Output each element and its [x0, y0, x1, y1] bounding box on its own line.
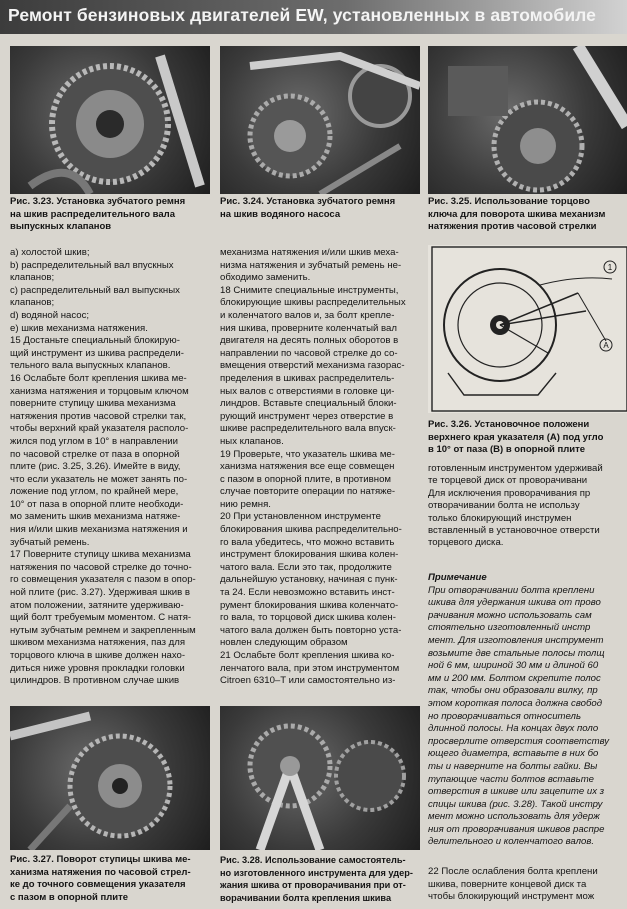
note-block: Примечание При отворачивании болта креплени шкива для удержания шкива от прово рачивания можно использовать сам стоятельно изготовленный инстр мент. Для изготовления инструмент возьмите две стальные полосы толщ ной 6 мм, шириной 30 мм и длиной 60 мм и 200 мм. Болтом скрепите полос так, чтобы они образовали вилку, пр этом короткая полоса должна свобод но проворачиваться относитель длинной полосы. На концах двух поло просверлите отверстия соответству ющего диаметра, вставьте в них бо ты и наверните на болты гайки. Вы тупающие части болтов вставьте отверстия в шкиве или зацепите их з спицы шкива (рис. 3.28). Такой инстру мент можно использовать для удерж ния от проворачивания шкивов распре делительного и коленчатого валов. [428, 572, 627, 849]
socket-wrench-photo [428, 46, 627, 194]
photo-fig-3-25 [428, 46, 627, 194]
caption-fig-3-28: Рис. 3.28. Использование самостоятель- но изготовленного инструмента для удер- жания шкива от проворачивания при от- ворачивании болта крепления шкива [220, 855, 413, 903]
water-pump-photo [220, 46, 420, 194]
tensioner-diagram [428, 245, 627, 413]
text-column-3-top: готовленным инструментом удерживай те торцевой диск от проворачивани Для исключения проворачивания пр отворачивании болта не использу только блокирующий инструмен вставленный в установочное отверсти торцевого диска. [428, 463, 603, 549]
photo-fig-3-23 [10, 46, 210, 194]
text-column-2: механизма натяжения и/или шкив меха- низма натяжения и зубчатый ремень не- обходимо заменить. 18 Снимите специальные инструменты, блокирующие шкивы распределительных и коленчатого валов и, за болт крепле- ния шкива, проверните коленчатый вал двигателя на десять полных оборотов в направлении по часовой стрелке до со- вмещения отверстий механизма газорас- пределения в шкивах распределитель- ных валов с отверстиями в головке ци- линдров. Вставьте специальный блоки- рующий инструмент через отверстие в шкиве распределительного вала впуск- ных клапанов. 19 Проверьте, что указатель шкива ме- ханизма натяжения все еще совмещен с пазом в опорной плите, в противном случае повторите операции по натяже- нию ремня. 20 При установленном инструменте блокирования шкива распределительно- го вала убедитесь, что можно вставить инструмент блокирования шкива колен- чатого вала. Если это так, продолжите дальнейшую установку, начиная с пунк- та 24. Если невозможно вставить инст- румент блокирования шкива коленчато- го вала, то торцовой диск шкива колен- чатого вала должен быть повторно уста- новлен следующим образом 21 Ослабьте болт крепления шкива ко- ленчатого вала, при этом инструментом Citroen 6310–T или самостоятельно из- [220, 247, 406, 687]
photo-fig-3-28 [220, 706, 420, 850]
caption-fig-3-27: Рис. 3.27. Поворот ступицы шкива ме- ханизма натяжения по часовой стрел- ке до точного совмещения указателя с пазом в опорной плите [10, 854, 191, 903]
photo-fig-3-24 [220, 46, 420, 194]
page-header [0, 0, 627, 34]
text-column-3-bottom: 22 После ослабления болта креплени шкива, поверните концевой диск та чтобы блокирующий инструмент мож [428, 866, 598, 903]
photo-fig-3-27 [10, 706, 210, 850]
diagram-fig-3-26 [428, 245, 627, 413]
caption-fig-3-26: Рис. 3.26. Установочное положени верхнего края указателя (А) под угло в 10° от паза (В) в опорной плите [428, 419, 604, 455]
timing-belt-photo [10, 46, 210, 194]
caption-fig-3-24: Рис. 3.24. Установка зубчатого ремня на шкив водяного насоса [220, 196, 396, 220]
text-column-1: a) холостой шкив; b) распределительный вал впускных клапанов; c) распределительный вал выпускных клапанов; d) водяной насос; e) шкив механизма натяжения. 15 Достаньте специальный блокирую- щий инструмент из шкива распредели- тельного вала выпускных клапанов. 16 Ослабьте болт крепления шкива ме- ханизма натяжения и торцовым ключом поверните ступицу шкива механизма натяжения против часовой стрелки так, чтобы верхний край указателя располо- жился под углом в 10° в направлении по часовой стрелке от паза в опорной плите (рис. 3.25, 3.26). Имейте в виду, что если указатель не может занять по- ложение под углом, по крайней мере, 10° от паза в опорной плите необходи- мо заменить шкив механизма натяже- ния и/или шкив механизма натяжения и зубчатый ремень. 17 Поверните ступицу шкива механизма натяжения по часовой стрелке до точно- го совмещения указателя с пазом в опор- ной плите (рис. 3.27). Удерживая шкив в атом положении, затяните удерживаю- щий болт требуемым моментом. С натя- нутым зубчатым ремнем и закрепленным шкивом механизма натяжения, паз для торцового ключа в шкиве должен нахо- диться ниже уровня прокладки головки цилиндров. В противном случае шкив [10, 247, 196, 687]
page-title: Ремонт бензиновых двигателей EW, установленных в автомобиле [8, 5, 596, 25]
caption-fig-3-25: Рис. 3.25. Использование торцово ключа для поворота шкива механизм натяжения против часовой стрелки [428, 196, 606, 232]
diagram-label-1: 1 [607, 263, 613, 272]
diagram-label-a: А [603, 341, 609, 350]
tensioner-hub-photo [10, 706, 210, 850]
holding-tool-photo [220, 706, 420, 850]
note-title: Примечание [428, 572, 487, 583]
caption-fig-3-23: Рис. 3.23. Установка зубчатого ремня на шкив распределительного вала выпускных клапанов [10, 196, 186, 232]
